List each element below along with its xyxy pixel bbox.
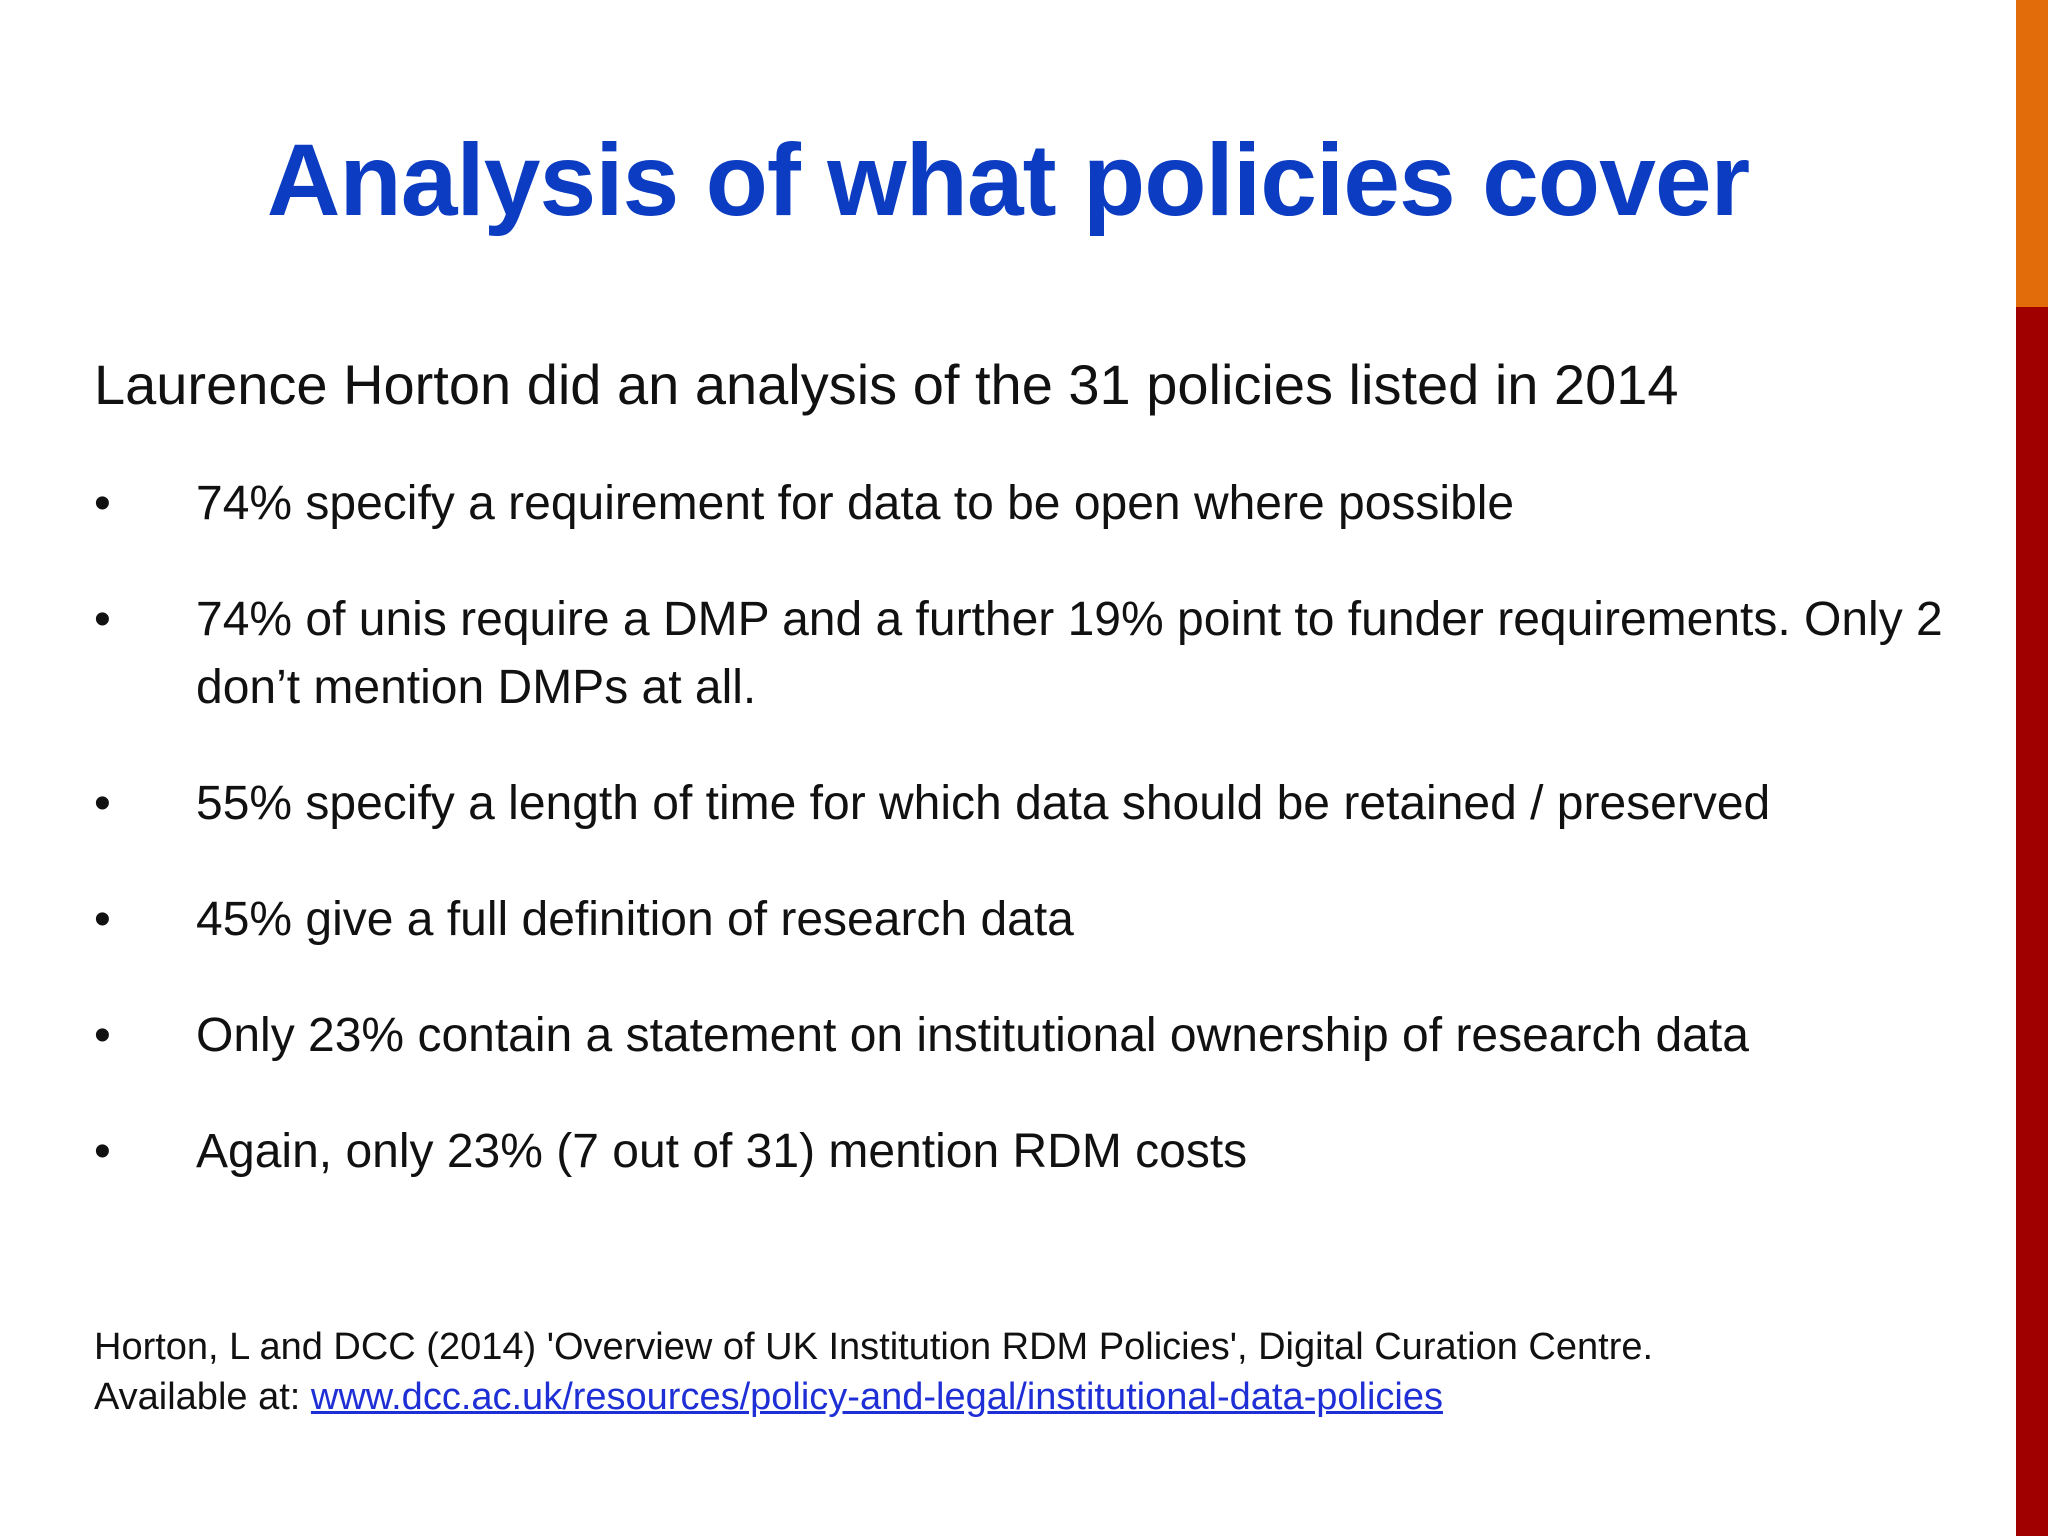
bullet-text: Only 23% contain a statement on institutional ownership of research data bbox=[196, 1009, 1749, 1062]
citation-link[interactable]: www.dcc.ac.uk/resources/policy-and-legal/institutional-data-policies bbox=[310, 1376, 1443, 1418]
bullet-icon: • bbox=[94, 477, 111, 530]
bullet-item bbox=[94, 1002, 1974, 1070]
citation bbox=[94, 1322, 1974, 1422]
slide-title: Analysis of what policies cover bbox=[266, 123, 1750, 237]
bullet-item bbox=[94, 1118, 1974, 1186]
bullet-text: Again, only 23% (7 out of 31) mention RDM costs bbox=[196, 1125, 1248, 1178]
bullet-list bbox=[94, 470, 1974, 1234]
bullet-item bbox=[94, 470, 1974, 538]
intro-text: Laurence Horton did an analysis of the 31 policies listed in 2014 bbox=[94, 353, 1679, 416]
bullet-icon: • bbox=[94, 777, 111, 830]
bullet-icon: • bbox=[94, 1125, 111, 1178]
citation-line: Horton, L and DCC (2014) 'Overview of UK Institution RDM Policies', Digital Curation Centre. bbox=[94, 1326, 1654, 1368]
bullet-icon: • bbox=[94, 593, 111, 646]
bullet-item bbox=[94, 770, 1974, 838]
accent-bar-orange bbox=[2016, 0, 2048, 307]
bullet-icon: • bbox=[94, 893, 111, 946]
bullet-text: 74% of unis require a DMP and a further 19% point to funder requirements. Only 2 don’t mention DMPs at all. bbox=[196, 593, 1943, 714]
bullet-icon: • bbox=[94, 1009, 111, 1062]
bullet-text: 45% give a full definition of research data bbox=[196, 893, 1074, 946]
citation-available-label: Available at: bbox=[94, 1376, 311, 1418]
bullet-text: 55% specify a length of time for which data should be retained / preserved bbox=[196, 777, 1771, 830]
bullet-item bbox=[94, 586, 1974, 722]
bullet-item bbox=[94, 886, 1974, 954]
accent-bar-red bbox=[2016, 307, 2048, 1536]
bullet-text: 74% specify a requirement for data to be open where possible bbox=[196, 477, 1515, 530]
